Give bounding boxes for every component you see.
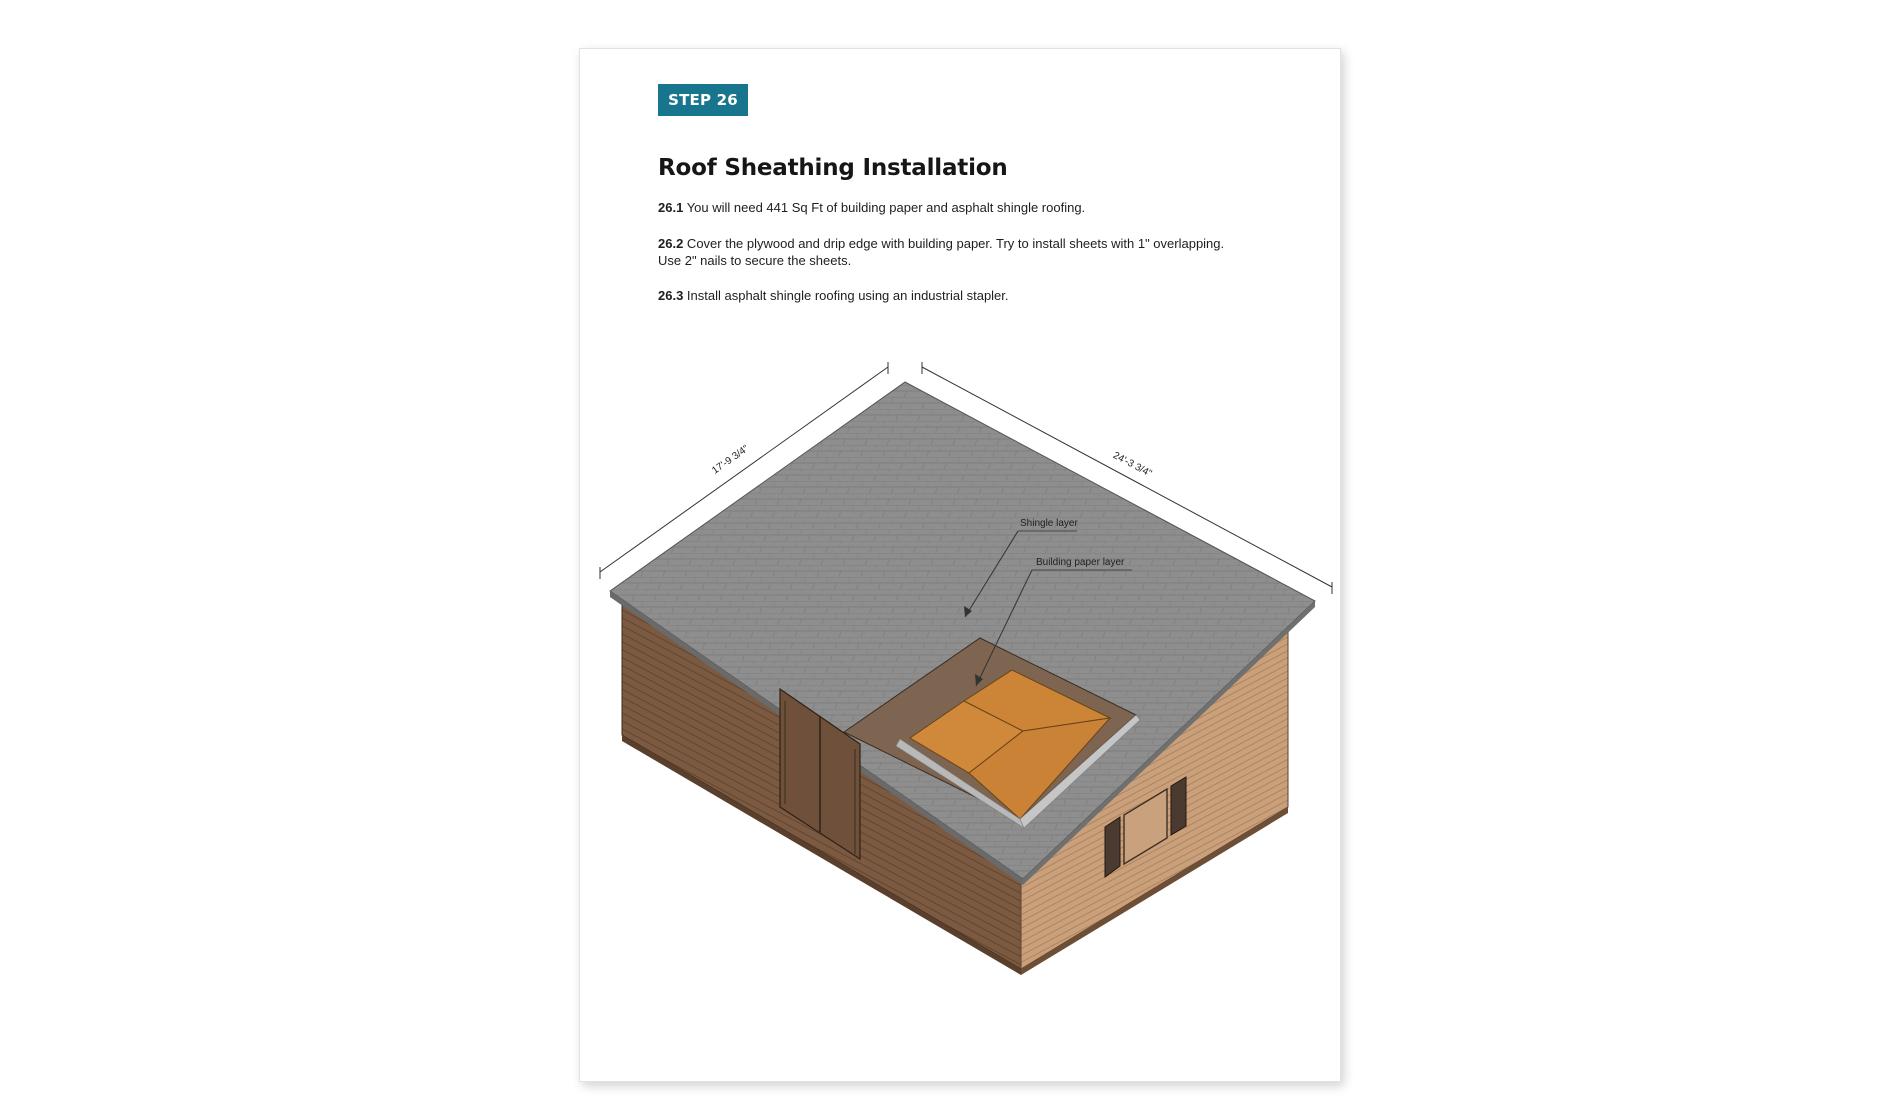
shed-roof-diagram <box>580 49 1340 1081</box>
dimension-right-label: 24'-3 3/4" <box>1110 450 1154 480</box>
step-badge: STEP 26 <box>658 84 748 116</box>
instruction-text: Cover the plywood and drip edge with building paper. Try to install sheets with 1" overlapping. <box>683 236 1225 251</box>
dimension-left-label: 17'-9 3/4" <box>710 443 751 477</box>
instruction-number: 26.3 <box>658 288 684 303</box>
instruction-text-continued: Use 2" nails to secure the sheets. <box>658 253 852 268</box>
document-page <box>579 48 1341 1082</box>
instruction-text: You will need 441 Sq Ft of building paper and asphalt shingle roofing. <box>683 200 1086 215</box>
callout-paper-label: Building paper layer <box>1036 557 1125 568</box>
instruction-number: 26.2 <box>658 236 684 251</box>
page-title: Roof Sheathing Installation <box>658 155 1008 181</box>
instruction-text: Install asphalt shingle roofing using an industrial stapler. <box>683 288 1009 303</box>
callout-shingle-label: Shingle layer <box>1020 518 1078 529</box>
instruction-number: 26.1 <box>658 200 684 215</box>
